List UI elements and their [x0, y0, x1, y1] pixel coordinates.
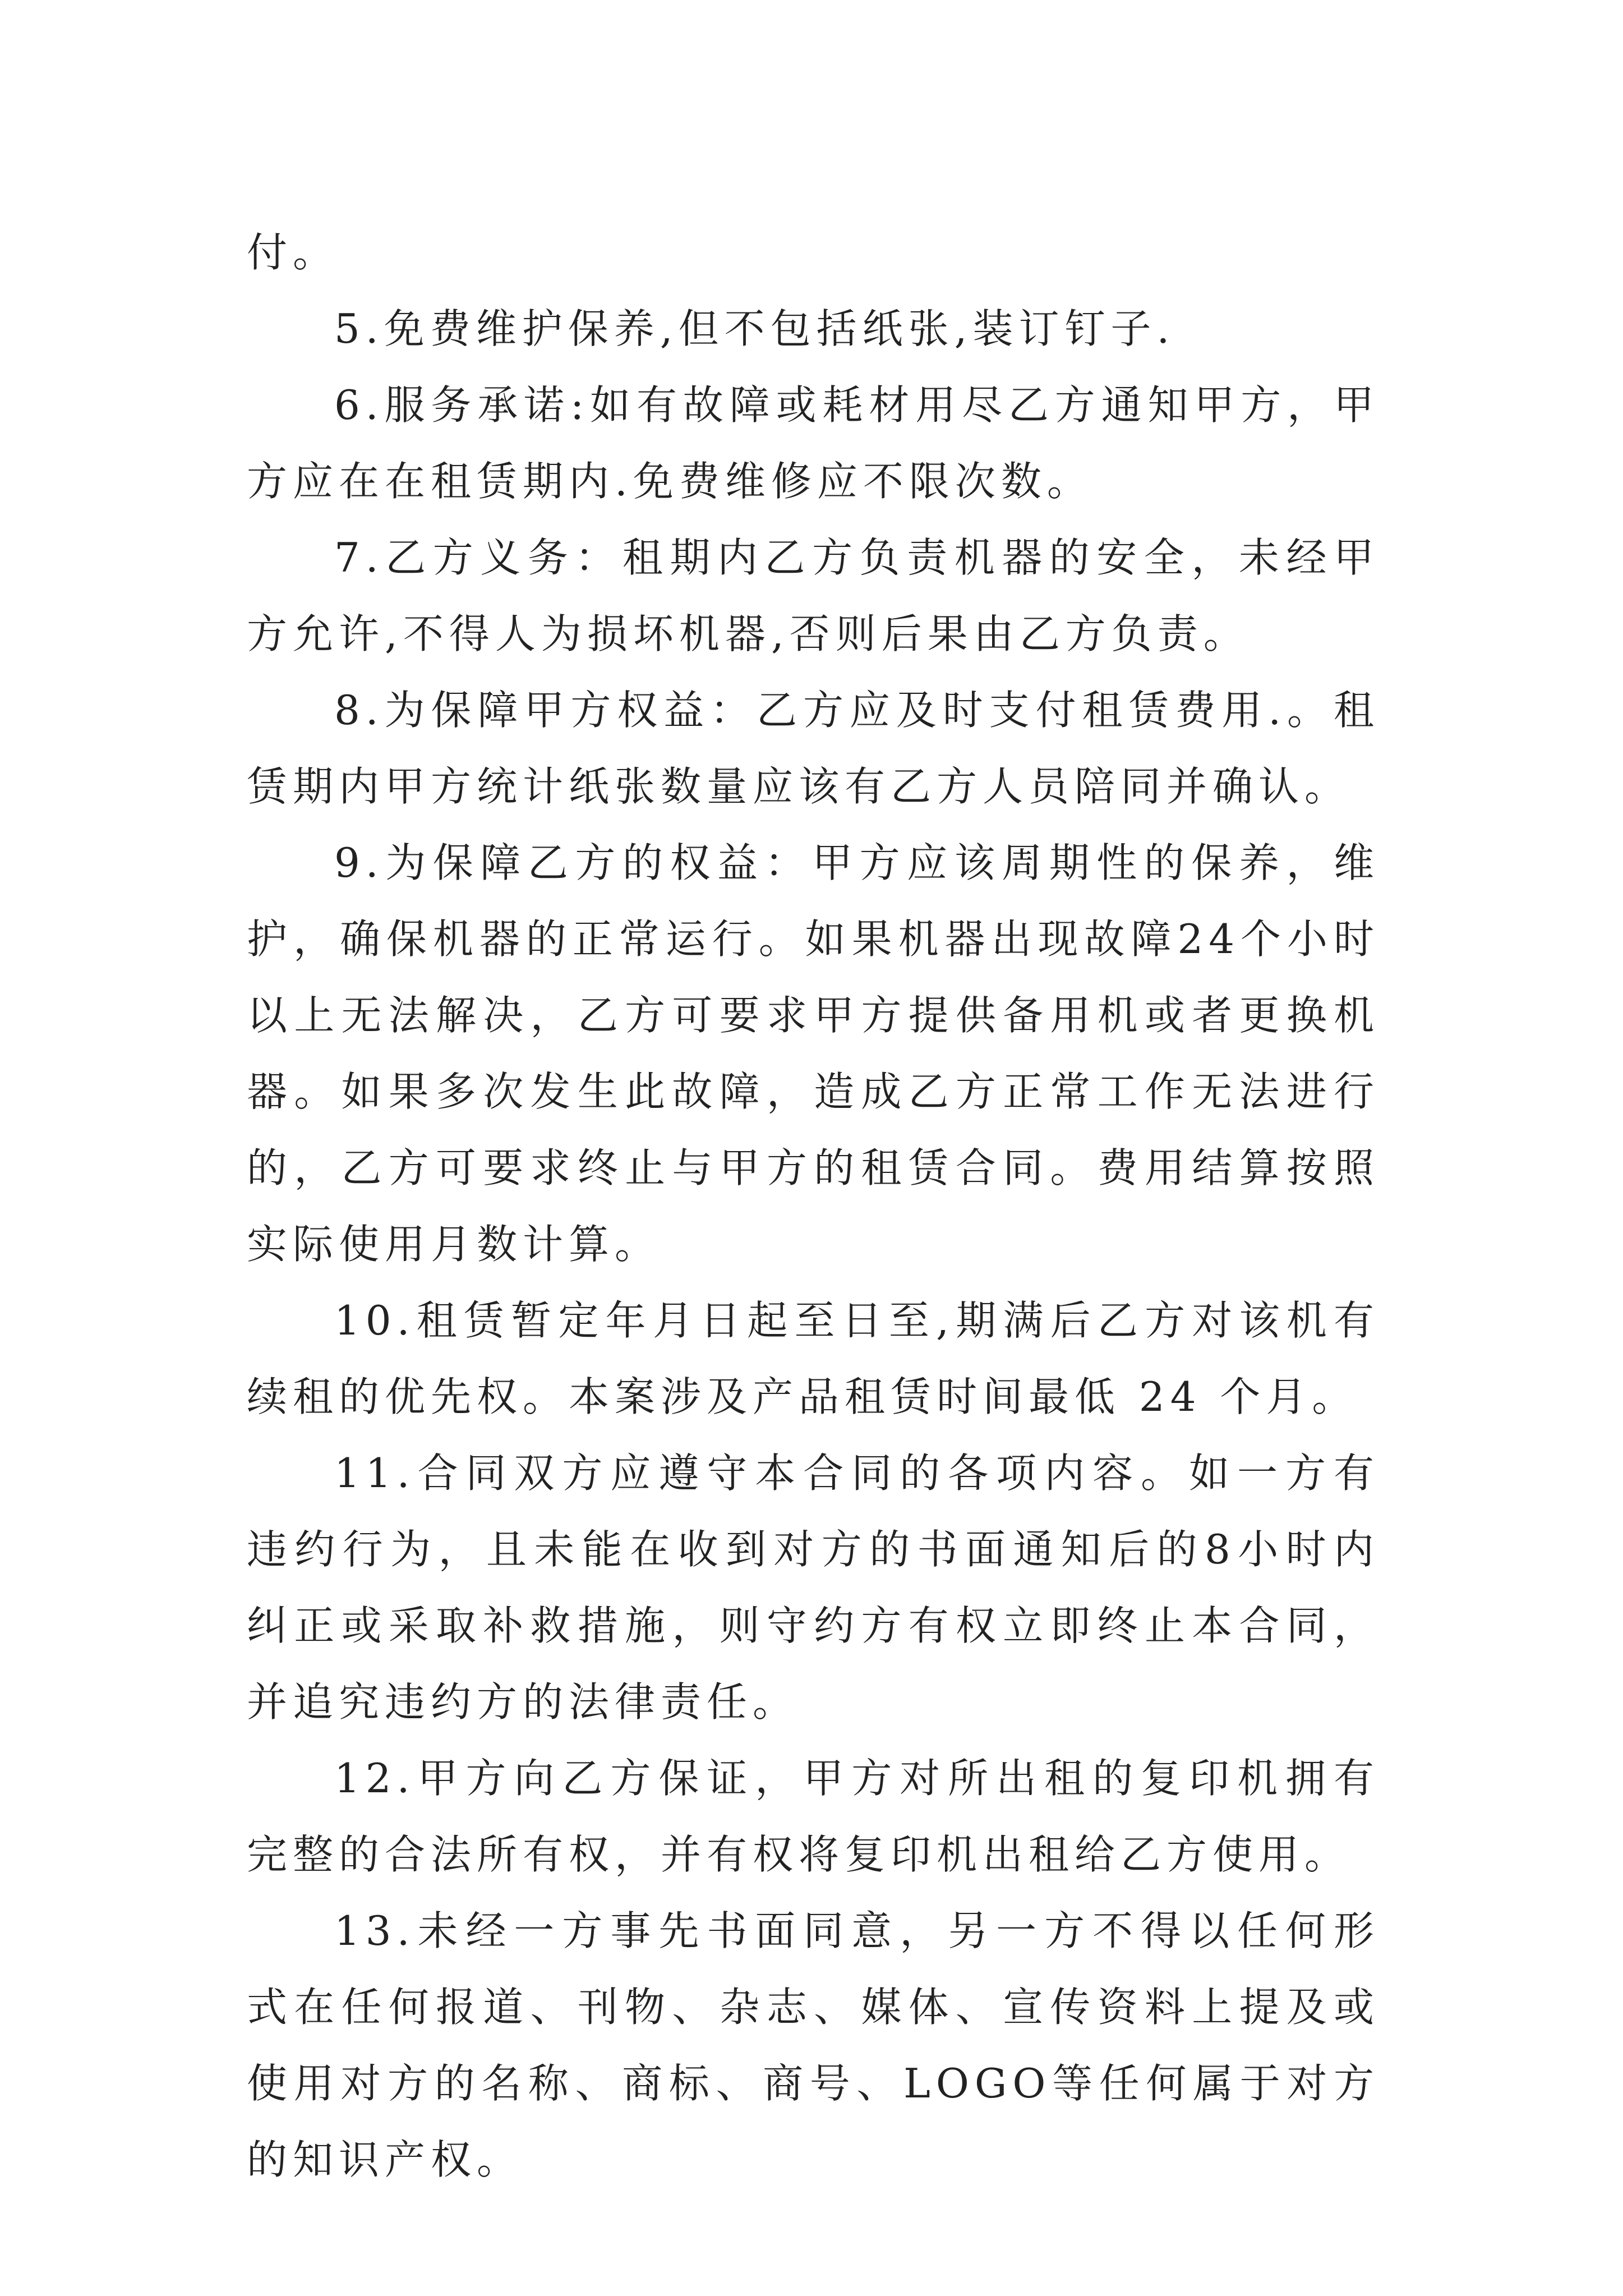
clause-13: 13.未经一方事先书面同意，另一方不得以任何形式在任何报道、刊物、杂志、媒体、宣传资料上提及或使用对方的名称、商标、商号、LOGO等任何属于对方的知识产权。	[247, 1907, 1380, 2183]
clause-9: 9.为保障乙方的权益：甲方应该周期性的保养，维护，确保机器的正常运行。如果机器出现故障24个小时以上无法解决，乙方可要求甲方提供备用机或者更换机器。如果多次发生此故障，造成乙方正常工作无法进行的，乙方可要求终止与甲方的租赁合同。费用结算按照实际使用月数计算。	[247, 839, 1380, 1268]
paragraph-continuation: 付。	[247, 229, 339, 276]
clause-5: 5.免费维护保养,但不包括纸张,装订钉子.	[334, 305, 1175, 352]
document-body	[247, 214, 1380, 2198]
clause-11: 11.合同双方应遵守本合同的各项内容。如一方有违约行为，且未能在收到对方的书面通知后的8小时内纠正或采取补救措施，则守约方有权立即终止本合同，并追究违约方的法律责任。	[247, 1450, 1380, 1726]
clause-7: 7.乙方义务：租期内乙方负责机器的安全，未经甲方允许,不得人为损坏机器,否则后果由乙方负责。	[247, 534, 1380, 657]
clause-6: 6.服务承诺:如有故障或耗材用尽乙方通知甲方，甲方应在在租赁期内.免费维修应不限次数。	[247, 381, 1380, 505]
clause-10: 10.租赁暂定年月日起至日至,期满后乙方对该机有续租的优先权。本案涉及产品租赁时间最低 24 个月。	[247, 1297, 1380, 1420]
clause-8: 8.为保障甲方权益：乙方应及时支付租赁费用.。租赁期内甲方统计纸张数量应该有乙方人员陪同并确认。	[247, 687, 1380, 810]
clause-12: 12.甲方向乙方保证，甲方对所出租的复印机拥有完整的合法所有权，并有权将复印机出租给乙方使用。	[247, 1755, 1380, 1878]
